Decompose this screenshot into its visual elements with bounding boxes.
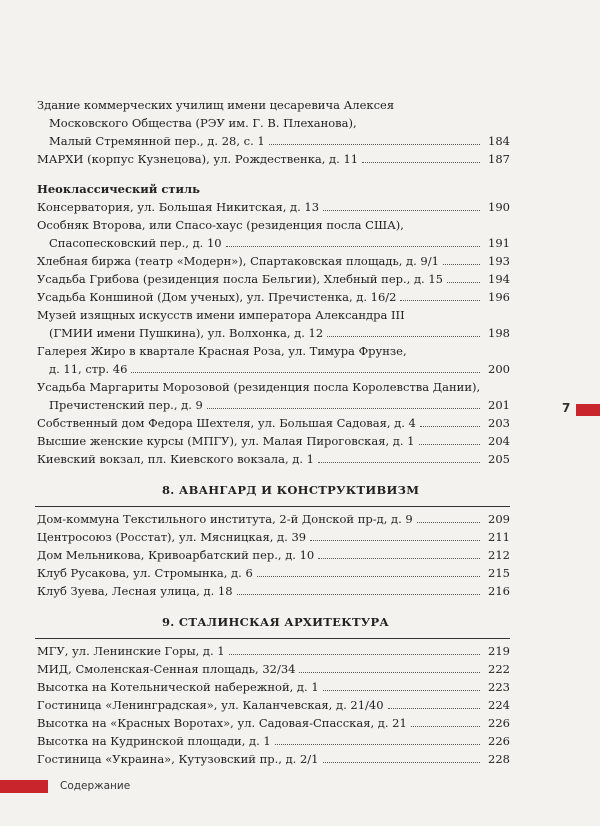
toc-entry-title: Киевский вокзал, пл. Киевского вокзала, д. 1 (37, 452, 314, 466)
toc-entry[interactable] (0, 132, 600, 150)
toc-entry-title: Усадьба Коншиной (Дом ученых), ул. Пречистенка, д. 16/2 (37, 290, 397, 304)
toc-entry[interactable] (0, 510, 600, 528)
toc-entry-title: Высотка на Котельнической набережной, д. 1 (37, 680, 319, 694)
toc-entry[interactable] (0, 96, 600, 114)
neoclassic-heading: Неоклассический стиль (37, 182, 200, 196)
toc-entry-page: 219 (488, 644, 510, 658)
toc-entry-page: 190 (488, 200, 510, 214)
dot-leader (299, 672, 480, 673)
toc-entry-title: Высотка на «Красных Воротах», ул. Садовая-Спасская, д. 21 (37, 716, 407, 730)
toc-entry-title: Хлебная биржа (театр «Модерн»), Спартаковская площадь, д. 9/1 (37, 254, 439, 268)
toc-entry-title: Высотка на Кудринской площади, д. 1 (37, 734, 271, 748)
toc-entry[interactable] (0, 360, 600, 378)
footer-label: Содержание (60, 780, 131, 792)
toc-entry-title: (ГМИИ имени Пушкина), ул. Волхонка, д. 12 (49, 326, 324, 340)
toc-entry[interactable] (0, 234, 600, 252)
footer-marker (0, 780, 48, 793)
dot-leader (362, 162, 480, 163)
toc-entry[interactable] (0, 732, 600, 750)
dot-leader (411, 726, 480, 727)
toc-entry-title: Галерея Жиро в квартале Красная Роза, ул. Тимура Фрунзе, (37, 344, 407, 358)
toc-entry-page: 198 (488, 326, 510, 340)
toc-entry-page: 191 (488, 236, 510, 250)
toc-entry-title: Клуб Русакова, ул. Стромынка, д. 6 (37, 566, 253, 580)
dot-leader (327, 336, 480, 337)
toc-entry-title: Здание коммерческих училищ имени цесаревича Алексея (37, 98, 395, 112)
toc-entry[interactable] (0, 198, 600, 216)
toc-entry-page: 212 (488, 548, 510, 562)
side-tab-number: 7 (562, 401, 571, 415)
toc-entry[interactable] (0, 696, 600, 714)
avantgarde-heading: 8. АВАНГАРД И КОНСТРУКТИВИЗМ (162, 483, 420, 497)
toc-entry[interactable] (0, 750, 600, 768)
toc-entry-title: д. 11, стр. 46 (49, 362, 128, 376)
toc-entry[interactable] (0, 150, 600, 168)
toc-entry-page: 201 (488, 398, 510, 412)
dot-leader (400, 300, 480, 301)
side-tab-marker (576, 404, 600, 416)
toc-entry-title: Клуб Зуева, Лесная улица, д. 18 (37, 584, 233, 598)
toc-entry[interactable] (0, 564, 600, 582)
toc-entry-page: 196 (488, 290, 510, 304)
toc-entry-page: 203 (488, 416, 510, 430)
dot-leader (269, 144, 480, 145)
dot-leader (237, 594, 480, 595)
dot-leader (257, 576, 480, 577)
toc-entry[interactable] (0, 288, 600, 306)
toc-entry[interactable] (0, 252, 600, 270)
toc-entry[interactable] (0, 396, 600, 414)
toc-entry-title: Центросоюз (Росстат), ул. Мясницкая, д. 39 (37, 530, 307, 544)
toc-entry-title: Пречистенский пер., д. 9 (49, 398, 203, 412)
toc-entry-title: Усадьба Маргариты Морозовой (резиденция посла Королевства Дании), (37, 380, 481, 394)
dot-leader (318, 462, 480, 463)
toc-entry-title: МГУ, ул. Ленинские Горы, д. 1 (37, 644, 225, 658)
toc-entry[interactable] (0, 114, 600, 132)
toc-entry[interactable] (0, 432, 600, 450)
toc-entry[interactable] (0, 414, 600, 432)
dot-leader (323, 690, 480, 691)
toc-entry-page: 226 (488, 716, 510, 730)
toc-entry[interactable] (0, 324, 600, 342)
toc-entry-page: 224 (488, 698, 510, 712)
toc-entry[interactable] (0, 582, 600, 600)
dot-leader (318, 558, 480, 559)
dot-leader (388, 708, 480, 709)
toc-entry-page: 205 (488, 452, 510, 466)
dot-leader (417, 522, 480, 523)
toc-entry[interactable] (0, 450, 600, 468)
dot-leader (323, 210, 480, 211)
dot-leader (275, 744, 480, 745)
stalin-divider (35, 638, 510, 639)
dot-leader (229, 654, 480, 655)
dot-leader (420, 426, 480, 427)
dot-leader (443, 264, 480, 265)
toc-entry[interactable] (0, 216, 600, 234)
toc-entry-title: Гостиница «Ленинградская», ул. Каланчевская, д. 21/40 (37, 698, 384, 712)
toc-entry-title: МИД, Смоленская-Сенная площадь, 32/34 (37, 662, 296, 676)
toc-entry-title: Дом Мельникова, Кривоарбатский пер., д. 10 (37, 548, 315, 562)
toc-entry-page: 216 (488, 584, 510, 598)
toc-entry-title: Гостиница «Украина», Кутузовский пр., д. 2/1 (37, 752, 319, 766)
toc-entry-page: 193 (488, 254, 510, 268)
dot-leader (447, 282, 480, 283)
toc-entry[interactable] (0, 378, 600, 396)
toc-entry[interactable] (0, 528, 600, 546)
stalin-heading: 9. СТАЛИНСКАЯ АРХИТЕКТУРА (162, 615, 390, 629)
toc-entry-title: Музей изящных искусств имени императора Александра III (37, 308, 405, 322)
toc-entry-page: 226 (488, 734, 510, 748)
avantgarde-divider (35, 506, 510, 507)
toc-entry-page: 211 (488, 530, 510, 544)
toc-entry-title: Дом-коммуна Текстильного института, 2-й Донской пр-д, д. 9 (37, 512, 413, 526)
toc-entry-title: Усадьба Грибова (резиденция посла Бельгии), Хлебный пер., д. 15 (37, 272, 443, 286)
toc-entry-title: Высшие женские курсы (МПГУ), ул. Малая Пироговская, д. 1 (37, 434, 415, 448)
toc-entry-page: 209 (488, 512, 510, 526)
toc-entry-page: 187 (488, 152, 510, 166)
toc-entry-title: Малый Стремянной пер., д. 28, с. 1 (49, 134, 265, 148)
toc-entry-page: 223 (488, 680, 510, 694)
toc-entry-title: Консерватория, ул. Большая Никитская, д. 13 (37, 200, 320, 214)
toc-entry-title: Особняк Второва, или Спасо-хаус (резиденция посла США), (37, 218, 404, 232)
toc-entry-page: 204 (488, 434, 510, 448)
toc-entry-page: 215 (488, 566, 510, 580)
toc-entry[interactable] (0, 546, 600, 564)
toc-entry-page: 184 (488, 134, 510, 148)
toc-entry[interactable] (0, 306, 600, 324)
toc-entry[interactable] (0, 714, 600, 732)
toc-entry-title: Спасопесковский пер., д. 10 (49, 236, 222, 250)
toc-entry-title: Собственный дом Федора Шехтеля, ул. Большая Садовая, д. 4 (37, 416, 416, 430)
dot-leader (131, 372, 480, 373)
toc-entry-title: МАРХИ (корпус Кузнецова), ул. Рождественка, д. 11 (37, 152, 359, 166)
toc-entry[interactable] (0, 342, 600, 360)
toc-entry-page: 194 (488, 272, 510, 286)
toc-entry[interactable] (0, 642, 600, 660)
dot-leader (226, 246, 480, 247)
toc-entry[interactable] (0, 270, 600, 288)
toc-entry-page: 228 (488, 752, 510, 766)
dot-leader (207, 408, 480, 409)
toc-entry[interactable] (0, 660, 600, 678)
dot-leader (323, 762, 480, 763)
dot-leader (310, 540, 480, 541)
toc-entry-page: 222 (488, 662, 510, 676)
toc-entry-title: Московского Общества (РЭУ им. Г. В. Плеханова), (49, 116, 357, 130)
toc-entry[interactable] (0, 678, 600, 696)
dot-leader (419, 444, 480, 445)
toc-entry-page: 200 (488, 362, 510, 376)
